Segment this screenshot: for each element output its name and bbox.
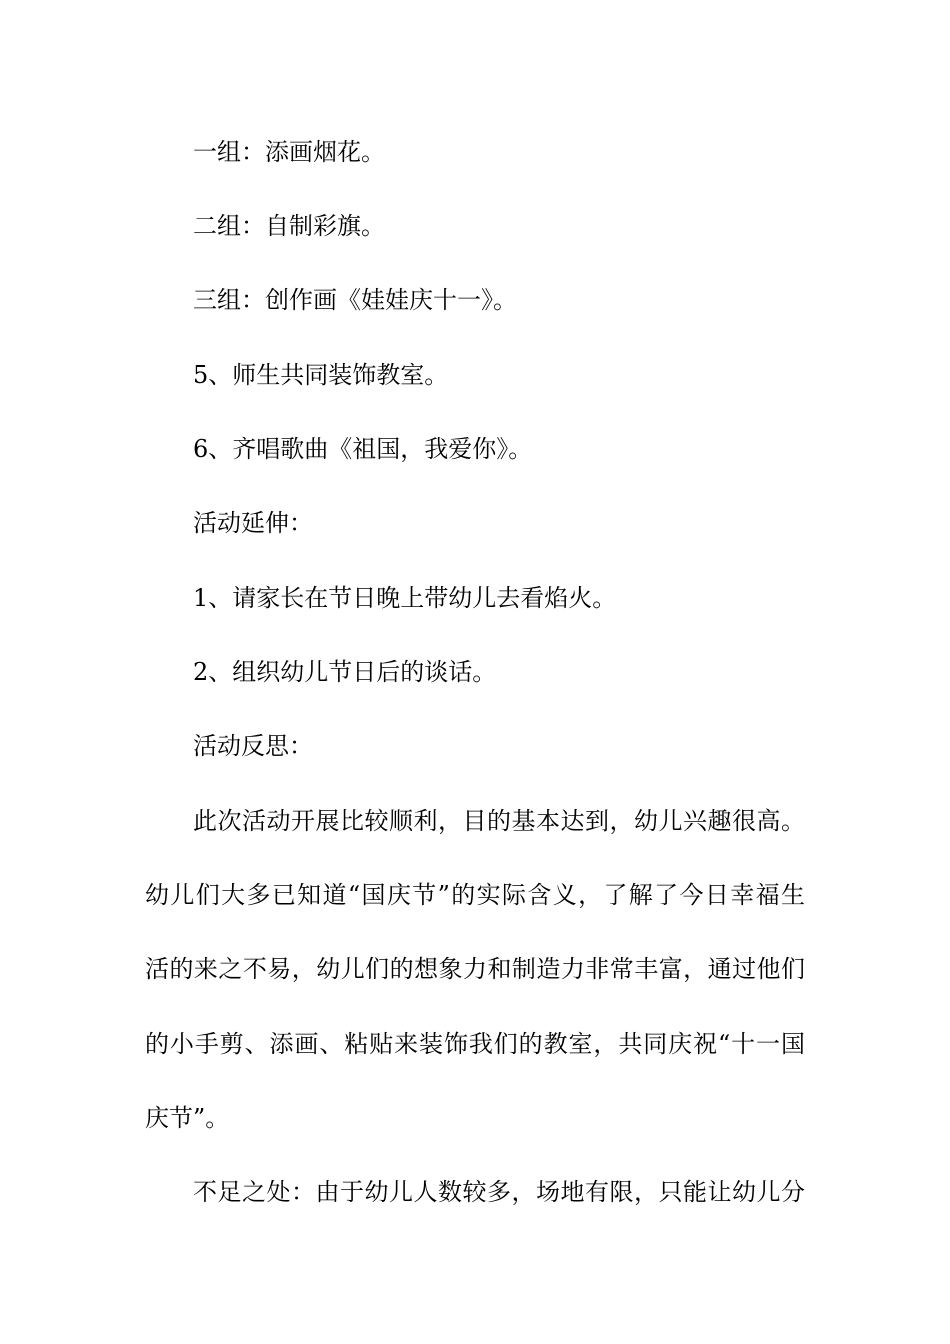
section-heading-extension: 活动延伸： bbox=[193, 509, 313, 537]
text-line-group2: 二组：自制彩旗。 bbox=[193, 212, 385, 240]
paragraph-line: 不足之处：由于幼儿人数较多，场地有限，只能让幼儿分 bbox=[193, 1178, 805, 1206]
text-line-step6: 6、齐唱歌曲《祖国，我爱你》。 bbox=[193, 435, 533, 463]
paragraph-line: 的小手剪、添画、粘贴来装饰我们的教室，共同庆祝“十一国 bbox=[145, 1030, 805, 1058]
text-line-group3: 三组：创作画《娃娃庆十一》。 bbox=[193, 286, 517, 314]
text-line-extension2: 2、组织幼儿节日后的谈话。 bbox=[193, 658, 497, 686]
section-heading-reflection: 活动反思： bbox=[193, 732, 313, 760]
text-line-step5: 5、师生共同装饰教室。 bbox=[193, 361, 449, 389]
text-line-extension1: 1、请家长在节日晚上带幼儿去看焰火。 bbox=[193, 584, 617, 612]
paragraph-line: 庆节”。 bbox=[145, 1104, 230, 1132]
text-line-group1: 一组：添画烟花。 bbox=[193, 138, 385, 166]
paragraph-line: 活的来之不易，幼儿们的想象力和制造力非常丰富，通过他们 bbox=[145, 955, 805, 983]
paragraph-line: 幼儿们大多已知道“国庆节”的实际含义，了解了今日幸福生 bbox=[145, 881, 805, 909]
paragraph-line: 此次活动开展比较顺利，目的基本达到，幼儿兴趣很高。 bbox=[193, 807, 805, 835]
